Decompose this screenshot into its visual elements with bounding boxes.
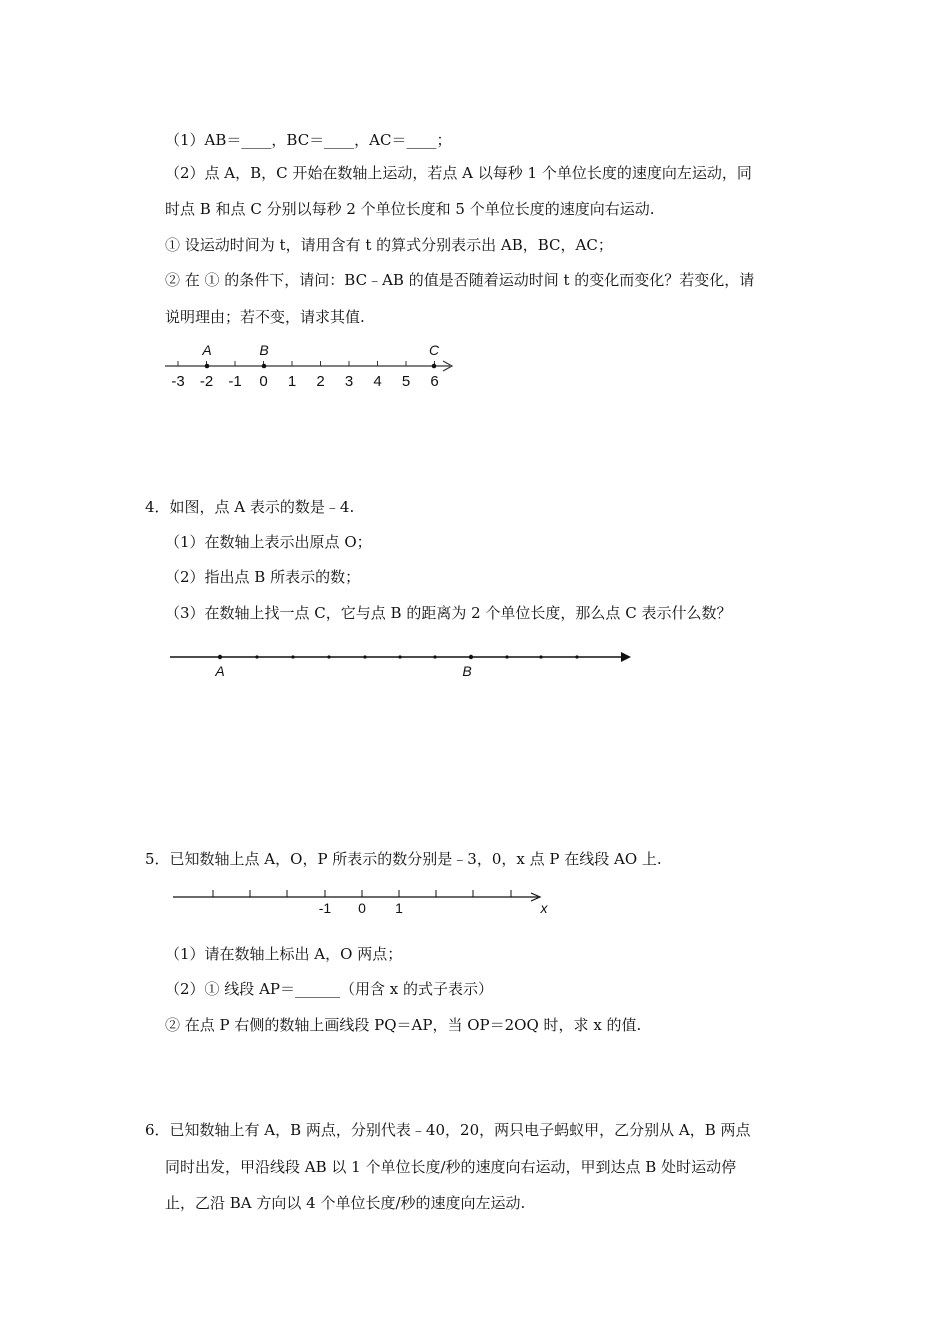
q3-sub1: ① 设运动时间为 t，请用含有 t 的算式分别表示出 AB，BC，AC；	[165, 236, 613, 254]
q4-unit-dot	[398, 655, 401, 658]
q3-tick-label: 6	[430, 373, 439, 390]
q3-point-c	[432, 364, 437, 369]
q3-number-line	[160, 338, 460, 398]
q3-label-b: B	[259, 342, 269, 358]
q4-unit-dot	[433, 655, 436, 658]
q4-unit-dot	[539, 655, 542, 658]
q3-point-b	[262, 364, 267, 369]
q5-axis-x-label: x	[540, 900, 548, 916]
q3-tick-label: 4	[373, 373, 382, 390]
q3-tick-label: 2	[316, 373, 325, 390]
q5-tick-label-0: 0	[358, 900, 366, 916]
q4-label-b: B	[462, 663, 472, 679]
q4-number-line	[165, 645, 635, 685]
q4-part3: （3）在数轴上找一点 C，它与点 B 的距离为 2 个单位长度，那么点 C 表示什么数？	[165, 604, 732, 622]
q4-unit-dot	[218, 655, 222, 659]
q5-part2-sub2: ② 在点 P 右侧的数轴上画线段 PQ＝AP，当 OP＝2OQ 时，求 x 的值.	[165, 1016, 642, 1034]
q3-part2-line2: 时点 B 和点 C 分别以每秒 2 个单位长度和 5 个单位长度的速度向右运动.	[165, 200, 655, 218]
q5-part2-sub1: （2）① 线段 AP＝______（用含 x 的式子表示）	[165, 980, 494, 998]
q4-part1: （1）在数轴上表示出原点 O；	[165, 533, 372, 551]
q3-tick-label: 3	[344, 373, 354, 390]
q3-tick-label: -2	[199, 373, 214, 390]
q5-number-line	[168, 885, 558, 925]
q3-sub2-line2: 说明理由；若不变，请求其值.	[165, 308, 365, 326]
q3-part2-line1: （2）点 A，B，C 开始在数轴上运动，若点 A 以每秒 1 个单位长度的速度向左运动，同	[165, 164, 752, 182]
q4-label-a: A	[215, 663, 225, 679]
q3-label-c: C	[428, 342, 440, 358]
q4-unit-dot	[505, 655, 508, 658]
q4-part2: （2）指出点 B 所表示的数；	[165, 568, 361, 586]
q4-unit-dot	[363, 655, 366, 658]
q6-line3: 止，乙沿 BA 方向以 4 个单位长度/秒的速度向左运动.	[165, 1194, 526, 1212]
q3-tick-label: 1	[287, 373, 297, 390]
q6-line1: 6．已知数轴上有 A，B 两点，分别代表﹣40，20，两只电子蚂蚁甲，乙分别从 A，B 两点	[145, 1121, 751, 1139]
q3-point-a	[205, 364, 210, 369]
q5-tick-label-1: 1	[395, 900, 403, 916]
q4-stem: 4．如图，点 A 表示的数是﹣4.	[145, 498, 355, 516]
q3-part1: （1）AB＝____，BC＝____，AC＝____；	[165, 131, 452, 149]
q5-tick-label-neg1: -1	[318, 900, 332, 916]
q6-line2: 同时出发，甲沿线段 AB 以 1 个单位长度/秒的速度向右运动，甲到达点 B 处时运动停	[165, 1158, 737, 1176]
q3-tick-label: -3	[171, 373, 185, 390]
q3-tick-label: 0	[259, 373, 268, 390]
q5-part1: （1）请在数轴上标出 A，O 两点；	[165, 945, 403, 963]
q3-tick-label: 5	[401, 373, 411, 390]
q4-unit-dot	[575, 655, 578, 658]
q4-unit-dot	[255, 655, 258, 658]
q4-unit-dot	[327, 655, 330, 658]
q4-unit-dot	[291, 655, 294, 658]
q5-stem: 5．已知数轴上点 A，O，P 所表示的数分别是﹣3，0，x 点 P 在线段 AO 上.	[145, 850, 662, 868]
q3-tick-label: -1	[228, 373, 242, 390]
q4-unit-dot	[469, 655, 473, 659]
q3-sub2-line1: ② 在 ① 的条件下，请问：BC﹣AB 的值是否随着运动时间 t 的变化而变化？若变化，请	[165, 271, 755, 289]
q3-label-a: A	[202, 342, 212, 358]
